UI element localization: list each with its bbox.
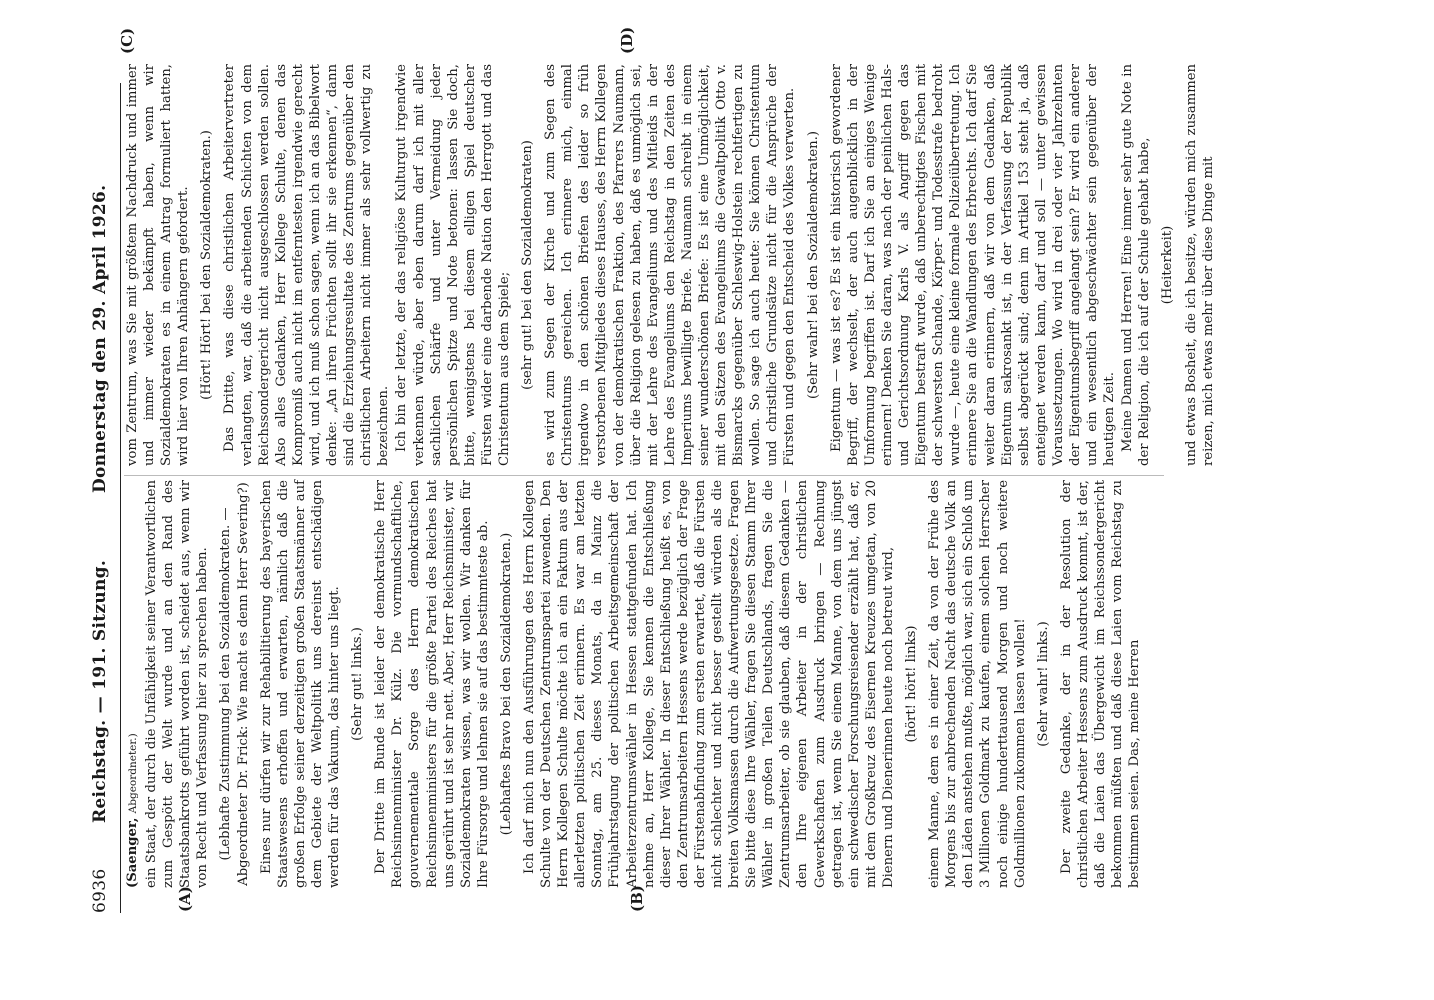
interjection: (Sehr wahr! links.)	[1035, 621, 1051, 747]
page-inner	[0, 26, 1388, 998]
paragraph: und etwas Bosheit, die ich besitze, würden mich zusammen reizen, mich etwas mehr über diese Dinge mit	[1183, 64, 1216, 466]
speaker-role: Abgeordneter.)	[127, 733, 139, 814]
paragraph: es wird zum Segen der Kirche und zum Segen des Christentums gereichen. Ich erinnere mich, einmal irgendwo in den schönen Briefen des leider so früh verstorbenen Mitgliedes dieses Hauses, des Herrn Kollegen von der demokratischen Fraktion, des Pfarrers Naumann, über die Religion gelesen zu haben, daß es unmöglich sei, mit der Lehre des Evangeliums und des Mitleids in der Lehre des Evangeliums den Reichstag in den Zeiten des Imperiums bewilligte Briefe. Naumann schreibt in einem seiner wunderschönen Briefe: Es ist eine Unmöglichkeit, mit den Sätzen des Evangeliums die Gewaltpolitik Otto v. Bismarcks gegenüber Schleswig-Holstein rechtfertigen zu wollen. So sage ich auch heute: Sie können Christentum und christliche Grundsätze nicht für die Ansprüche der Fürsten und gegen den Entscheid des Volkes verwerten.	[543, 64, 798, 466]
margin-marker-b: (B)	[628, 885, 646, 912]
paragraph: Das Dritte, was diese christlichen Arbeitervertreter verlangten, war, daß die arbeitenden Schichten von dem Reichssondergericht nicht ausgeschlossen werden sollen. Also alles Gedanken, Herr Kollege Schulte, denen das Kompromiß auch nicht im entferntesten irgendwie gerecht wird, und ich muß schon sagen, wenn ich an das Bibelwort denke: „An ihren Früchten sollt ihr sie erkennen“, dann sind die Erziehungsresultate des Zentrums gegenüber den christlichen Arbeitern nicht immer als sehr vollwertig zu bezeichnen.	[222, 64, 392, 466]
speaker-line	[124, 480, 142, 888]
paragraph: vom Zentrum, was Sie mit größtem Nachdruck und immer und immer wieder bekämpft haben, wenn wir Sozialdemokraten es in einem Antrag formuliert hatten, wird hier von Ihren Anhängern gefordert.	[125, 64, 192, 466]
paragraph: Eines nur dürfen wir zur Rehabilitierung des bayerischen Staatswesens erhoffen und erwarten, nämlich daß die großen Erfolge seiner derzeitigen großen Staatsmänner auf dem Gebiete der Weltpolitik uns dereinst entschädigen werden für das Vakuum, das hinter uns liegt.	[258, 480, 343, 888]
interjection: (Hört! Hört! bei den Sozialdemokraten.)	[199, 130, 215, 400]
interjection: (sehr gut! bei den Sozialdemokraten)	[520, 140, 536, 390]
running-header	[84, 83, 121, 913]
paragraph: Ich bin der letzte, der das religiöse Kulturgut irgendwie verkennen würde, aber eben darum darf ich mit aller sachlichen Schärfe und unter Vermeidung jeder persönlichen Spitze und Note betonen: lassen Sie doch, bitte, wenigstens bei diesem elligen Spiel deutscher Fürsten wider eine darbende Nation den Herrgott und das Christentum aus dem Spiele;	[394, 64, 512, 466]
session-date: Donnerstag den 29. April 1926.	[90, 184, 110, 493]
margin-marker-d: (D)	[618, 26, 636, 54]
margin-marker-a: (A)	[176, 886, 194, 912]
paragraph: Eigentum — was ist es? Es ist ein historisch gewordener Begriff, der wechselt, der auch augenblicklich in der Umformung begriffen ist. Darf ich Sie an einiges Wenige erinnern! Denken Sie daran, was nach der peinlichen Hals- und Gerichtsordnung Karls V. als Angriff gegen das Eigentum bestraft wurde, daß unberechtigtes Fischen mit der schwersten Schande, Körper- und Todesstrafe bedroht wurde —, heute eine kleine formale Polizeiübertretung. Ich erinnere Sie an die Wandlungen des Erbrechts. Ich darf Sie weiter daran erinnern, daß wir von dem Gedanken, daß Eigentum sakrosankt ist, in der Verfassung der Republik selbst abgerückt sind; denn im Artikel 153 steht ja, daß enteignet werden kann, darf und soll — unter gewissen Voraussetzungen. Wo wird in drei oder vier Jahrzehnten der Eigentumsbegriff angelangt sein? Er wird ein anderer und ein wesentlich abgeschwächter sein gegenüber der heutigen Zeit.	[828, 64, 1118, 466]
speaker-name: (Saenger,	[125, 817, 140, 888]
paragraph: einem Manne, dem es in einer Zeit, da von der Frühe des Morgens bis zur anbrechenden Nacht das deutsche Volk an den Läden anstehen mußte, möglich war, sich ein Schloß um 3 Millionen Goldmark zu kaufen, einem solchen Herrscher noch einige hunderttausend Morgen und noch weitere Goldmillionen zukommen lassen wollen!	[927, 480, 1028, 888]
right-column	[124, 64, 1218, 466]
interjection: (Heiterkeit)	[1160, 225, 1176, 305]
paragraph: Ich darf mich nun den Ausführungen des Herrn Kollegen Schulte von der Deutschen Zentrumspartei zuwenden. Den Herrn Kollegen Schulte möchte ich an ein Faktum aus der allerletzten politischen Zeit erinnern. Es war am letzten Sonntag, am 25. dieses Monats, da in Mainz die Frühjahrstagung der politischen Arbeitsgemeinschaft der Arbeiterzentrumswähler in Hessen stattgefunden hat. Ich nehme an, Herr Kollege, Sie kennen die Entschließung dieser Ihrer Wähler. In dieser Entschließung heißt es, von den Zentrumsarbeitern Hessens werde bezüglich der Frage der Fürstenabfindung zum ersten erwartet, daß die Fürsten nicht schlechter und nicht besser gestellt würden als die breiten Volksmassen durch die Aufwertungsgesetze. Fragen Sie bitte diese Ihre Wähler, fragen Sie diesen Stamm Ihrer Wähler in großen Teilen Deutschlands, fragen Sie die Zentrumsarbeiter, ob sie glauben, daß diesem Gedanken — den Ihre eigenen Arbeiter in der christlichen Gewerkschaften zum Ausdruck bringen — Rechnung getragen ist, wenn Sie einem Manne, von dem uns jüngst ein schwedischer Forschungsreisender erzählt hat, daß er, mit dem Großkreuz des Eisernen Kreuzes umgetan, von 20 Dienern und Dienerinnen heute noch betreut wird,	[521, 480, 896, 888]
paragraph: Der Dritte im Bunde ist leider der demokratische Herr Reichsinnenminister Dr. Külz. Die vormundschaftliche, gouvernementale Sorge des Herrn demokratischen Reichsinnenministers für die größte Partei des Reiches hat uns gerührt und ist sehr nett. Aber, Herr Reichsminister, wir Sozialdemokraten wissen, was wir wollen. Wir danken für Ihre Fürsorge und lehnen sie auf das bestimmteste ab.	[373, 480, 491, 888]
column-divider	[124, 475, 1164, 476]
interjection: (Lebhaftes Bravo bei den Sozialdemokraten.)	[498, 532, 514, 836]
session-title: Reichstag. — 191. Sitzung.	[90, 559, 110, 823]
digitization-credit	[1413, 0, 1433, 1000]
paragraph: Meine Damen und Herren! Eine immer sehr gute Note in der Religion, die ich auf der Schule gehabt habe,	[1120, 64, 1153, 466]
margin-marker-c: (C)	[118, 27, 136, 54]
paragraph: ein Staat, der durch die Unfähigkeit seiner Verantwortlichen zum Gespött der Welt wurde und an den Rand des Staatsbankrotts geführt worden ist, scheidet aus, wenn wir von Recht und Verfassung hier zu sprechen haben.	[144, 480, 211, 888]
paragraph: Der zweite Gedanke, der in der Resolution der christlichen Arbeiter Hessens zum Ausdruck kommt, ist der, daß die Laien das Übergewicht im Reichssondergericht bekommen müßten und daß diese Laien vom Reichstag zu bestimmen seien. Das, meine Herren	[1058, 480, 1143, 888]
interjection: (hört! hört! links)	[904, 625, 920, 743]
interjection: (Lebhafte Zustimmung bei den Sozialdemokraten. — Abgeordneter Dr. Frick: Wie macht es denn Herr Severing?)	[218, 482, 251, 886]
left-column	[124, 480, 1144, 888]
interjection: (Sehr gut! links.)	[350, 627, 366, 741]
page-number: 6936	[90, 868, 110, 913]
interjection: (Sehr wahr! bei den Sozialdemokraten.)	[805, 131, 821, 399]
